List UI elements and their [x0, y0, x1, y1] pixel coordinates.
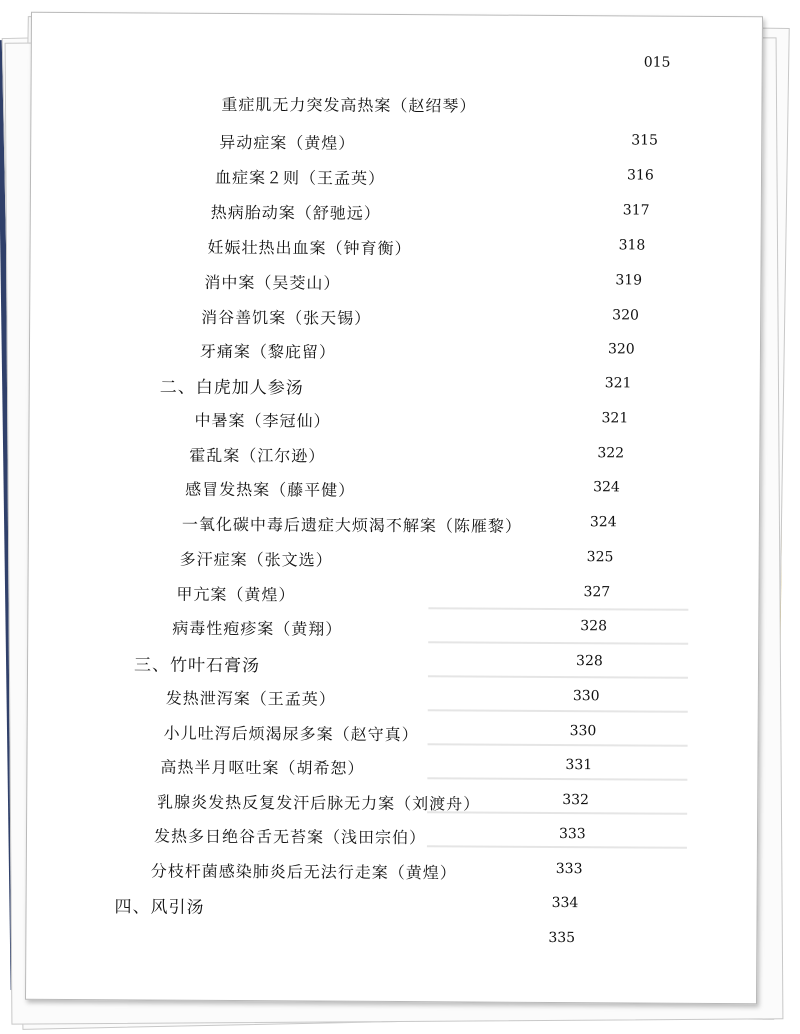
toc-entry-title: 一氧化碳中毒后遗症大烦渴不解案（陈雁黎） [181, 514, 522, 536]
toc-entry-title: 热病胎动案（舒驰远） [210, 202, 381, 223]
toc-entry [31, 199, 761, 233]
toc-entry-page-number: 331 [565, 757, 593, 774]
toc-entry-title: 甲亢案（黄煌） [176, 584, 296, 605]
toc-section-heading [28, 650, 758, 684]
toc-entry [30, 304, 760, 338]
toc-entry [28, 720, 758, 754]
toc-entry-title: 高热半月呕吐案（胡希恕） [160, 757, 365, 778]
toc-entry-page-number: 333 [558, 826, 586, 843]
toc-entry-page-number: 328 [576, 653, 603, 670]
toc-entry-page-number: 325 [586, 549, 614, 566]
toc-entry-title: 多汗症案（张文选） [179, 549, 333, 570]
toc-entry-page-number: 318 [618, 237, 646, 254]
toc-entry-title: 牙痛案（黎庇留） [199, 341, 337, 362]
toc-entry-page-number: 335 [548, 929, 576, 947]
toc-entry-page-number: 321 [601, 410, 629, 427]
toc-entry [26, 927, 756, 961]
toc-entry-page-number: 315 [631, 132, 659, 149]
toc-entry-page-number: 327 [583, 584, 611, 601]
toc-entry-title: 异动症案（黄煌） [219, 132, 356, 153]
toc-entry-title: 血症案２则（王孟英） [214, 167, 386, 188]
toc-entry-title: 四、风引汤 [114, 897, 205, 918]
toc-entry-title: 分枝杆菌感染肺炎后无法行走案（黄煌） [150, 861, 457, 883]
toc-section-heading [30, 372, 760, 406]
toc-entry [29, 476, 759, 510]
toc-entry-page-number: 320 [607, 341, 635, 358]
toc-entry-page-number: 330 [572, 688, 600, 705]
toc-entry-page-number: 321 [604, 375, 632, 392]
toc-section-heading [26, 892, 756, 926]
toc-entry [29, 407, 759, 441]
toc-entry-title: 发热泄泻案（王孟英） [165, 688, 336, 709]
toc-entry-page-number: 319 [615, 272, 643, 289]
toc-entry [30, 269, 760, 303]
toc-entry-page-number: 330 [569, 723, 597, 740]
toc-entry [30, 234, 760, 268]
toc-entry-title: 霍乱案（江尔逊） [189, 445, 326, 466]
toc-entry-page-number: 333 [555, 860, 583, 878]
toc-entry-page-number: 334 [551, 894, 579, 912]
toc-entry-page-number: 317 [622, 202, 650, 219]
toc-entry-title: 小儿吐泻后烦渴尿多案（赵守真） [163, 723, 419, 745]
toc-entry [29, 442, 759, 476]
toc-entry [29, 511, 759, 545]
toc-entry-page-number: 324 [589, 514, 617, 531]
toc-entry-title: 妊娠壮热出血案（钟育衡） [207, 237, 412, 259]
toc-entry-page-number: 316 [626, 167, 654, 184]
toc-entry-page-number: 332 [562, 792, 590, 809]
toc-entry [28, 581, 758, 615]
toc-entry-title: 消谷善饥案（张天锡） [201, 307, 372, 328]
toc-entry-title: 发热多日绝谷舌无苔案（浅田宗伯） [153, 826, 427, 848]
toc-entry [27, 754, 757, 788]
toc-entry [27, 823, 757, 857]
toc-entry-title: 病毒性疱疹案（黄翔） [172, 618, 343, 639]
toc-entry-page-number: 320 [612, 307, 639, 324]
toc-entry-title: 二、白虎加人参汤 [159, 377, 304, 399]
toc-entry-title: 感冒发热案（藤平健） [185, 479, 356, 500]
toc-entry [27, 858, 757, 892]
toc-entry-title: 消中案（吴茭山） [204, 272, 341, 293]
toc-entry-title: 中暑案（李冠仙） [194, 410, 331, 431]
toc-entry-title: 重症肌无力突发高热案（赵绍琴） [221, 94, 477, 116]
toc-entry-page-number: 322 [597, 445, 625, 462]
toc-entry [31, 164, 761, 198]
toc-entry-page-number: 328 [580, 618, 608, 635]
toc-entry [30, 338, 760, 372]
toc-entry-page-number: 324 [593, 479, 620, 496]
page-number: 015 [643, 54, 671, 71]
toc-page [25, 12, 763, 1004]
toc-entry-title: 乳腺炎发热反复发汗后脉无力案（刘渡舟） [157, 792, 481, 814]
toc-entry [27, 789, 757, 823]
toc-entry [29, 546, 759, 580]
toc-entry [31, 91, 761, 125]
toc-entry [31, 129, 761, 163]
toc-entry [28, 615, 758, 649]
toc-entry [28, 685, 758, 719]
toc-entry-title: 三、竹叶石膏汤 [133, 655, 261, 677]
